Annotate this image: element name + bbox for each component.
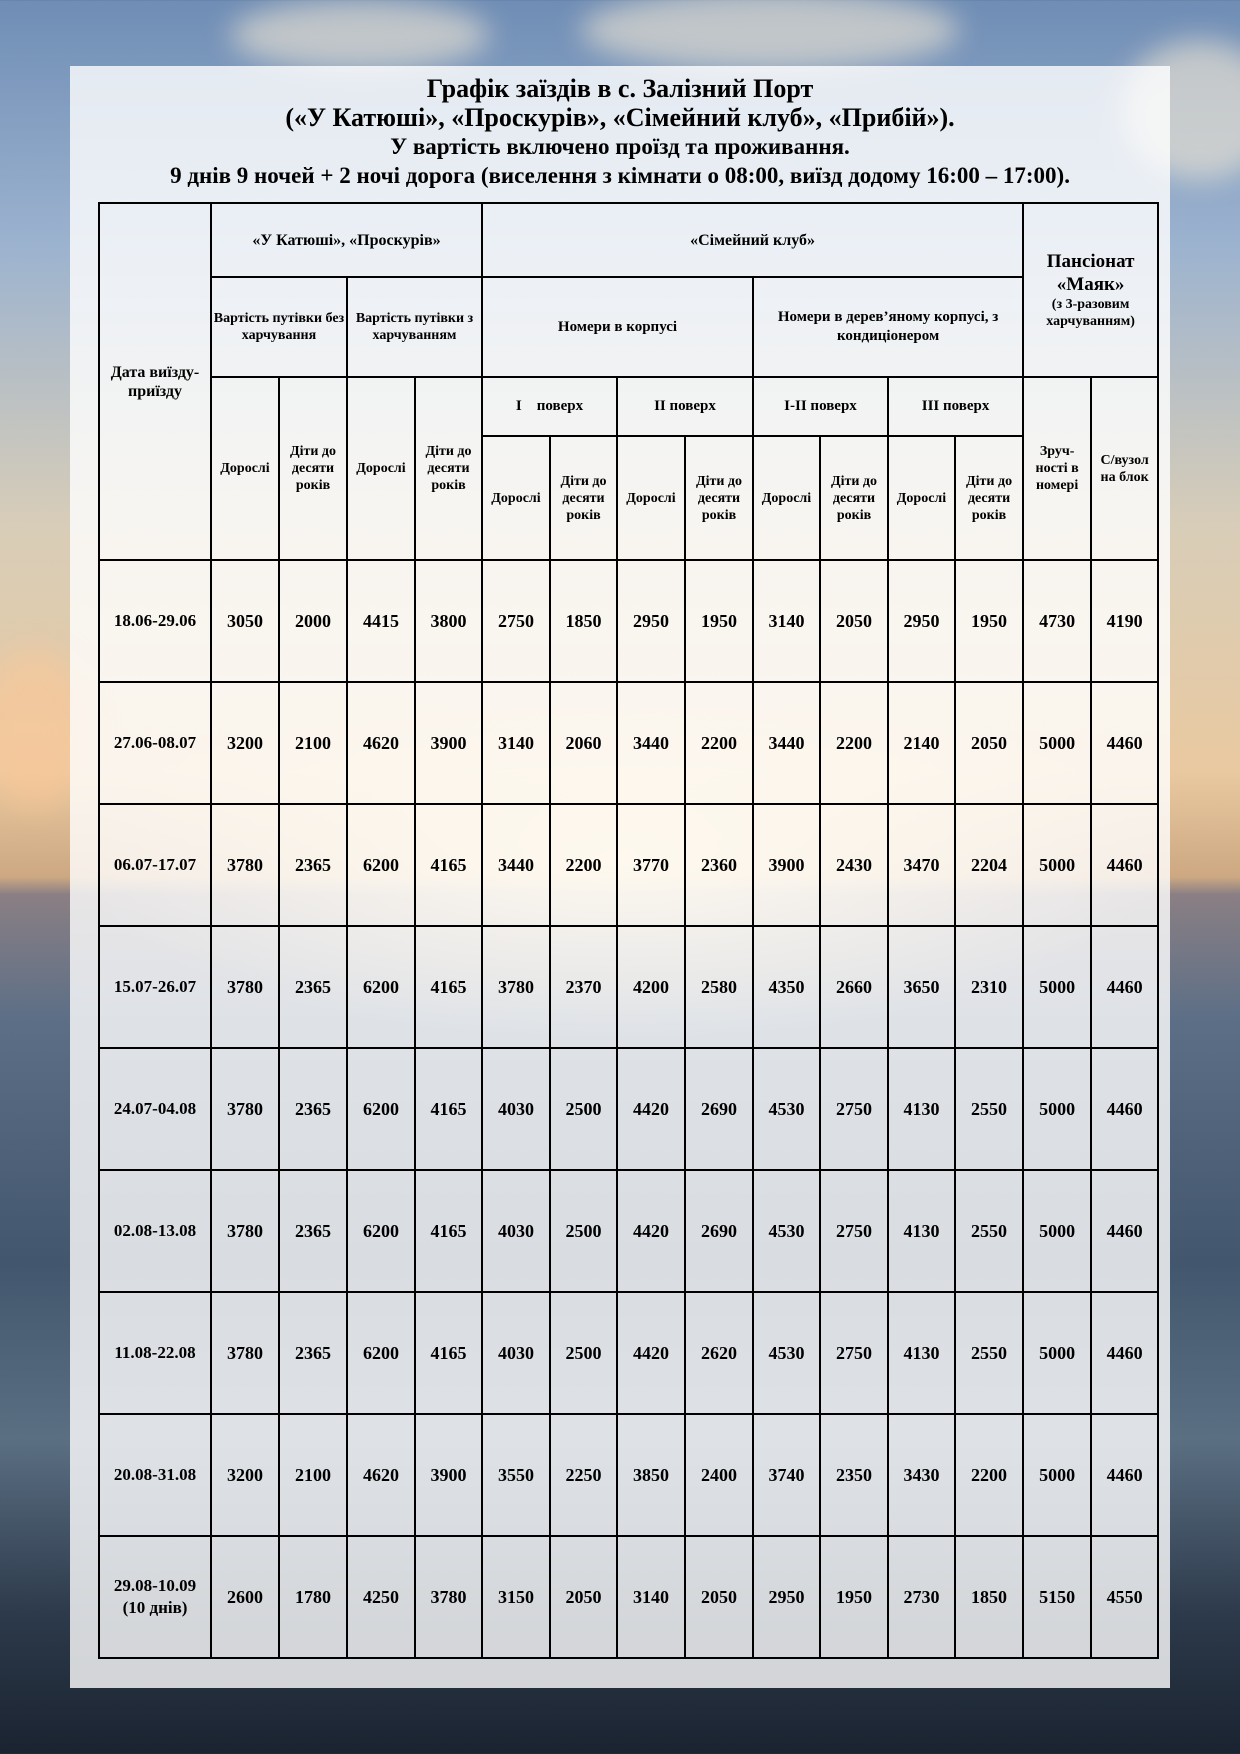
price-cell: 4460 [1091, 1170, 1158, 1292]
date-range: 27.06-08.07 [113, 733, 197, 752]
price-cell: 4165 [415, 1292, 482, 1414]
price-cell: 3440 [753, 682, 820, 804]
price-cell: 4250 [347, 1536, 415, 1658]
header-row [99, 203, 1158, 277]
price-cell: 3140 [753, 560, 820, 682]
price-cell: 3780 [482, 926, 550, 1048]
price-cell: 5000 [1023, 682, 1091, 804]
date-cell [99, 926, 211, 1048]
price-cell: 2200 [550, 804, 617, 926]
price-cell: 4460 [1091, 804, 1158, 926]
price-cell: 4550 [1091, 1536, 1158, 1658]
price-cell: 4620 [347, 1414, 415, 1536]
price-cell: 3780 [415, 1536, 482, 1658]
price-cell: 5150 [1023, 1536, 1091, 1658]
header-kids: Діти до десяти років [550, 436, 617, 560]
price-cell: 2100 [279, 1414, 347, 1536]
price-cell: 4420 [617, 1292, 685, 1414]
price-cell: 2500 [550, 1292, 617, 1414]
header-kids: Діти до десяти років [279, 377, 347, 560]
header-adults: Дорослі [482, 436, 550, 560]
price-cell: 1950 [685, 560, 753, 682]
header-floor-1-2: І-ІІ поверх [753, 377, 888, 436]
price-cell: 2430 [820, 804, 888, 926]
price-cell: 4190 [1091, 560, 1158, 682]
price-cell: 2750 [820, 1292, 888, 1414]
price-cell: 2365 [279, 1170, 347, 1292]
header-adults: Дорослі [347, 377, 415, 560]
header-with-meals: Вартість путівки з харчуванням [347, 277, 482, 377]
price-cell: 6200 [347, 926, 415, 1048]
price-cell: 4200 [617, 926, 685, 1048]
table-row [99, 1048, 1158, 1170]
date-range: 24.07-04.08 [113, 1099, 197, 1118]
date-cell [99, 804, 211, 926]
price-cell: 2500 [550, 1048, 617, 1170]
price-cell: 4460 [1091, 1292, 1158, 1414]
table-row [99, 1414, 1158, 1536]
price-cell: 4460 [1091, 1414, 1158, 1536]
price-cell: 3780 [211, 1292, 279, 1414]
date-range: 02.08-13.08 [113, 1221, 197, 1240]
header-date: Дата виїзду-приїзду [99, 203, 211, 560]
price-cell: 2750 [820, 1048, 888, 1170]
price-cell: 2200 [685, 682, 753, 804]
schedule-table [98, 202, 1159, 1659]
price-cell: 5000 [1023, 1292, 1091, 1414]
price-cell: 2730 [888, 1536, 955, 1658]
price-cell: 4165 [415, 804, 482, 926]
table-body [99, 560, 1158, 1658]
date-range: 20.08-31.08 [113, 1465, 197, 1484]
date-cell [99, 560, 211, 682]
price-cell: 3780 [211, 804, 279, 926]
price-cell: 4030 [482, 1292, 550, 1414]
date-range: 06.07-17.07 [113, 855, 197, 874]
price-cell: 3470 [888, 804, 955, 926]
price-cell: 2000 [279, 560, 347, 682]
price-cell: 3800 [415, 560, 482, 682]
date-cell [99, 1048, 211, 1170]
date-cell [99, 1170, 211, 1292]
price-cell: 4460 [1091, 926, 1158, 1048]
price-cell: 3140 [482, 682, 550, 804]
header-adults: Дорослі [617, 436, 685, 560]
header-floor-1: І поверх [482, 377, 617, 436]
table-row [99, 1170, 1158, 1292]
price-cell: 4165 [415, 1170, 482, 1292]
header-katyusha: «У Катюші», «Проскурів» [211, 203, 482, 277]
price-cell: 4460 [1091, 682, 1158, 804]
header-family-club: «Сімейний клуб» [482, 203, 1023, 277]
price-cell: 6200 [347, 1048, 415, 1170]
price-cell: 3440 [617, 682, 685, 804]
price-cell: 3780 [211, 926, 279, 1048]
price-cell: 3200 [211, 682, 279, 804]
price-cell: 4130 [888, 1292, 955, 1414]
title-line-2: («У Катюші», «Проскурів», «Сімейний клуб», «Прибій»). [285, 103, 955, 132]
price-cell: 3900 [415, 682, 482, 804]
header-adults: Дорослі [888, 436, 955, 560]
price-cell: 2400 [685, 1414, 753, 1536]
price-cell: 3140 [617, 1536, 685, 1658]
price-cell: 2600 [211, 1536, 279, 1658]
price-cell: 3900 [415, 1414, 482, 1536]
price-cell: 2750 [482, 560, 550, 682]
price-cell: 3740 [753, 1414, 820, 1536]
price-cell: 2550 [955, 1292, 1023, 1414]
price-cell: 2660 [820, 926, 888, 1048]
price-cell: 1850 [550, 560, 617, 682]
price-cell: 1780 [279, 1536, 347, 1658]
header-in-building: Номери в корпусі [482, 277, 753, 377]
price-cell: 2050 [550, 1536, 617, 1658]
price-cell: 2580 [685, 926, 753, 1048]
table-row [99, 804, 1158, 926]
price-cell: 3430 [888, 1414, 955, 1536]
header-amenities: Зруч-ності в номері [1023, 377, 1091, 560]
price-cell: 4130 [888, 1170, 955, 1292]
price-cell: 2365 [279, 1048, 347, 1170]
price-cell: 6200 [347, 1292, 415, 1414]
header-floor-3: ІІІ поверх [888, 377, 1023, 436]
price-cell: 4415 [347, 560, 415, 682]
price-cell: 2750 [820, 1170, 888, 1292]
table-row [99, 682, 1158, 804]
price-cell: 6200 [347, 804, 415, 926]
price-cell: 4030 [482, 1048, 550, 1170]
price-cell: 2365 [279, 926, 347, 1048]
price-cell: 3050 [211, 560, 279, 682]
price-cell: 4165 [415, 926, 482, 1048]
price-cell: 4730 [1023, 560, 1091, 682]
price-cell: 4030 [482, 1170, 550, 1292]
table-row [99, 1536, 1158, 1658]
price-cell: 2204 [955, 804, 1023, 926]
title-line-4: 9 днів 9 ночей + 2 ночі дорога (виселення з кімнати о 08:00, виїзд додому 16:00 – 17:00). [170, 163, 1070, 188]
price-cell: 3550 [482, 1414, 550, 1536]
price-cell: 1850 [955, 1536, 1023, 1658]
header-mayak [1023, 203, 1158, 377]
header-row [99, 377, 1158, 436]
price-cell: 5000 [1023, 804, 1091, 926]
header-shared-bath: С/вузол на блок [1091, 377, 1158, 560]
price-cell: 2620 [685, 1292, 753, 1414]
price-cell: 2500 [550, 1170, 617, 1292]
date-range: 18.06-29.06 [113, 611, 197, 630]
price-cell: 2060 [550, 682, 617, 804]
date-cell [99, 1536, 211, 1658]
header-no-meals: Вартість путівки без харчування [211, 277, 347, 377]
price-cell: 1950 [955, 560, 1023, 682]
header-kids: Діти до десяти років [685, 436, 753, 560]
price-cell: 2250 [550, 1414, 617, 1536]
header-kids: Діти до десяти років [820, 436, 888, 560]
price-cell: 2550 [955, 1170, 1023, 1292]
price-cell: 4420 [617, 1048, 685, 1170]
price-cell: 2950 [888, 560, 955, 682]
price-cell: 6200 [347, 1170, 415, 1292]
price-cell: 3770 [617, 804, 685, 926]
cloud [580, 0, 960, 70]
price-cell: 4620 [347, 682, 415, 804]
date-cell [99, 1292, 211, 1414]
price-cell: 3650 [888, 926, 955, 1048]
price-cell: 4530 [753, 1048, 820, 1170]
price-cell: 3900 [753, 804, 820, 926]
price-cell: 4460 [1091, 1048, 1158, 1170]
title-line-3: У вартість включено проїзд та проживання. [390, 134, 850, 159]
price-cell: 5000 [1023, 1414, 1091, 1536]
page-title [70, 74, 1170, 190]
price-cell: 2350 [820, 1414, 888, 1536]
price-cell: 3150 [482, 1536, 550, 1658]
price-cell: 2050 [685, 1536, 753, 1658]
mayak-title: Пансіонат «Маяк» [1046, 251, 1135, 295]
price-cell: 2690 [685, 1048, 753, 1170]
date-cell [99, 682, 211, 804]
header-row [99, 277, 1158, 377]
table-row [99, 1292, 1158, 1414]
price-cell: 2050 [955, 682, 1023, 804]
cloud [230, 0, 490, 70]
price-cell: 5000 [1023, 1048, 1091, 1170]
header-adults: Дорослі [753, 436, 820, 560]
price-cell: 4530 [753, 1170, 820, 1292]
date-range: 11.08-22.08 [114, 1343, 196, 1362]
price-cell: 4350 [753, 926, 820, 1048]
date-range: 15.07-26.07 [113, 977, 197, 996]
price-cell: 4130 [888, 1048, 955, 1170]
date-note: (10 днів) [122, 1598, 188, 1617]
price-cell: 3780 [211, 1048, 279, 1170]
header-floor-2: ІІ поверх [617, 377, 753, 436]
title-line-1: Графік заїздів в с. Залізний Порт [426, 74, 814, 103]
price-cell: 3850 [617, 1414, 685, 1536]
table-row [99, 560, 1158, 682]
price-cell: 2140 [888, 682, 955, 804]
price-cell: 2370 [550, 926, 617, 1048]
date-cell [99, 1414, 211, 1536]
price-cell: 5000 [1023, 1170, 1091, 1292]
price-cell: 2950 [753, 1536, 820, 1658]
header-adults: Дорослі [211, 377, 279, 560]
price-cell: 3200 [211, 1414, 279, 1536]
price-cell: 5000 [1023, 926, 1091, 1048]
price-cell: 4420 [617, 1170, 685, 1292]
price-cell: 2100 [279, 682, 347, 804]
price-cell: 2365 [279, 804, 347, 926]
price-cell: 2690 [685, 1170, 753, 1292]
price-cell: 2200 [955, 1414, 1023, 1536]
header-kids: Діти до десяти років [955, 436, 1023, 560]
price-cell: 2950 [617, 560, 685, 682]
header-wooden-building: Номери в дерев’яному корпусі, з кондиціонером [753, 277, 1023, 377]
price-cell: 4165 [415, 1048, 482, 1170]
price-cell: 2360 [685, 804, 753, 926]
price-cell: 2050 [820, 560, 888, 682]
price-cell: 2550 [955, 1048, 1023, 1170]
price-cell: 4530 [753, 1292, 820, 1414]
price-cell: 2310 [955, 926, 1023, 1048]
price-cell: 2200 [820, 682, 888, 804]
price-cell: 3440 [482, 804, 550, 926]
price-cell: 1950 [820, 1536, 888, 1658]
date-range: 29.08-10.09 [113, 1576, 197, 1595]
mayak-note: (з 3-разовим харчуванням) [1046, 297, 1135, 329]
price-cell: 3780 [211, 1170, 279, 1292]
price-cell: 2365 [279, 1292, 347, 1414]
header-kids: Діти до десяти років [415, 377, 482, 560]
table-row [99, 926, 1158, 1048]
